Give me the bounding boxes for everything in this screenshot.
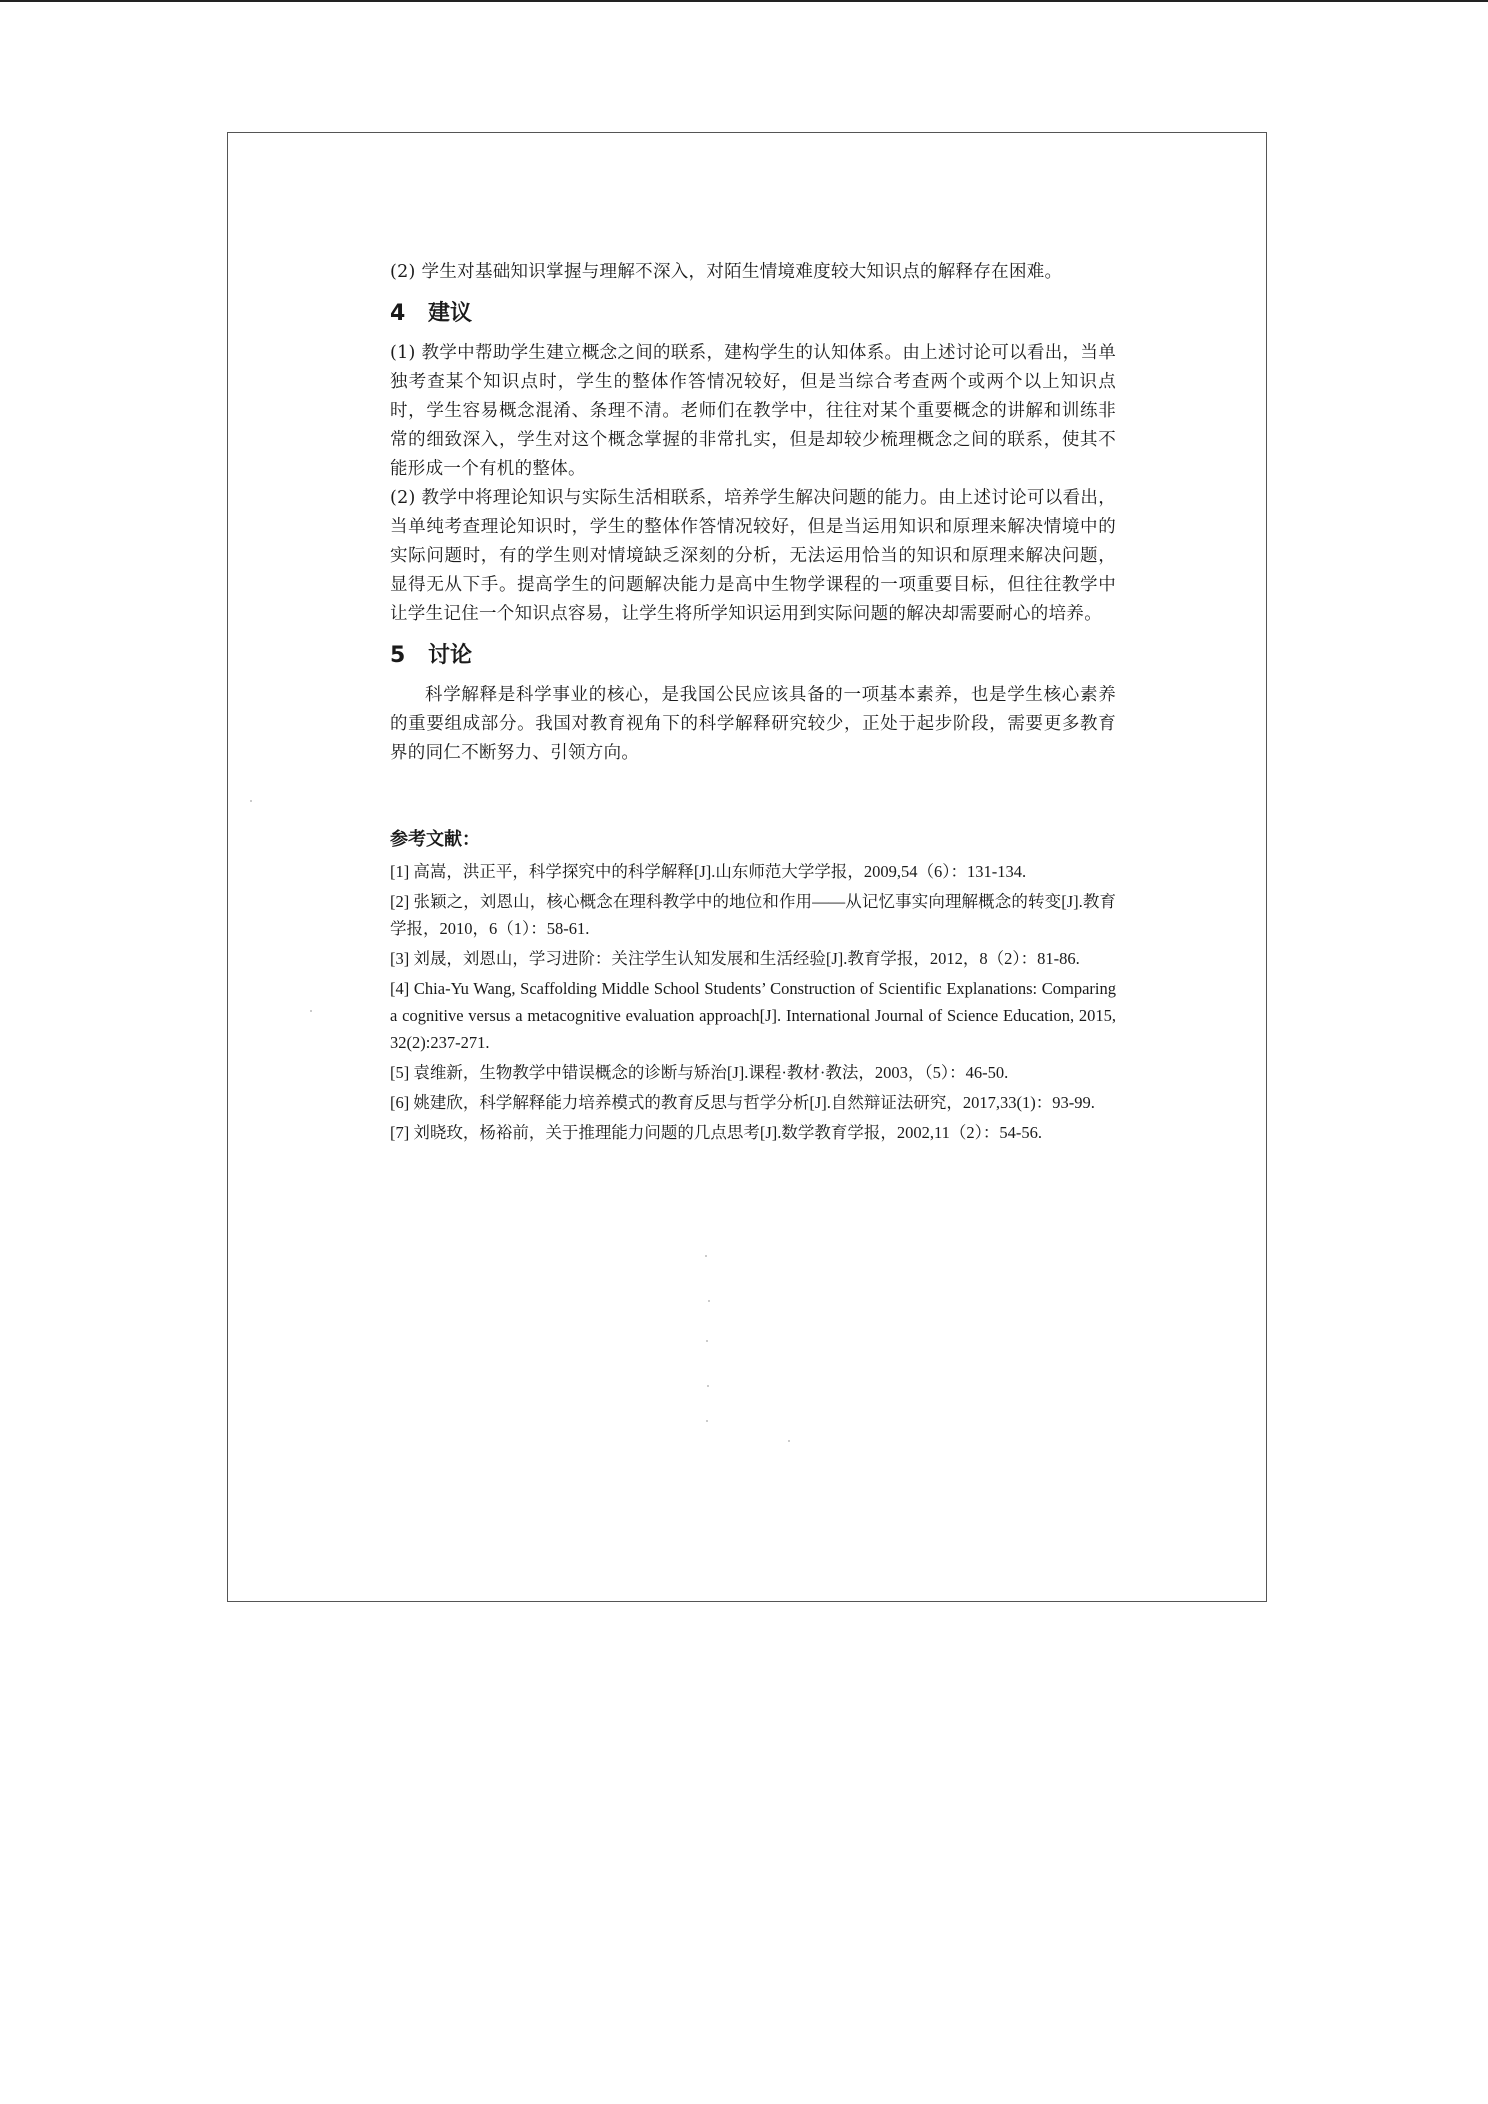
section5-number: 5 (390, 643, 406, 668)
section4-paragraph-2: (2) 教学中将理论知识与实际生活相联系，培养学生解决问题的能力。由上述讨论可以看出，当单纯考查理论知识时，学生的整体作答情况较好，但是当运用知识和原理来解决情境中的实际问题时，有的学生则对情境缺乏深刻的分析，无法运用恰当的知识和原理来解决问题，显得无从下手。提高学生的问题解决能力是高中生物学课程的一项重要目标，但往往教学中让学生记住一个知识点容易，让学生将所学知识运用到实际问题的解决却需要耐心的培养。 (390, 488, 1116, 624)
reference-item-1: [1] 高嵩，洪正平，科学探究中的科学解释[J].山东师范大学学报，2009,54（6）：131-134. (390, 862, 1027, 881)
section5-heading (390, 641, 1116, 671)
section4-title: 建议 (428, 301, 473, 326)
scan-speck (250, 800, 252, 802)
section3-tail-paragraph: (2) 学生对基础知识掌握与理解不深入，对陌生情境难度较大知识点的解释存在困难。 (390, 262, 1063, 282)
top-edge-rule (0, 0, 1488, 2)
scan-speck (705, 1255, 707, 1257)
scan-speck (788, 1440, 790, 1442)
section4-paragraph-1: (1) 教学中帮助学生建立概念之间的联系，建构学生的认知体系。由上述讨论可以看出，当单独考查某个知识点时，学生的整体作答情况较好，但是当综合考查两个或两个以上知识点时，学生容易概念混淆、条理不清。老师们在教学中，往往对某个重要概念的讲解和训练非常的细致深入，学生对这个概念掌握的非常扎实，但是却较少梳理概念之间的联系，使其不能形成一个有机的整体。 (390, 343, 1116, 479)
scan-speck (706, 1340, 708, 1342)
section5-title: 讨论 (428, 643, 473, 668)
scan-speck (706, 1420, 708, 1422)
page-content (390, 258, 1116, 1146)
scan-speck (310, 1010, 312, 1012)
reference-item-6: [6] 姚建欣，科学解释能力培养模式的教育反思与哲学分析[J].自然辩证法研究，2017,33(1)：93-99. (390, 1093, 1095, 1112)
reference-item-3: [3] 刘晟，刘恩山，学习进阶：关注学生认知发展和生活经验[J].教育学报，2012，8（2）：81-86. (390, 949, 1080, 968)
section4-heading (390, 299, 1116, 329)
reference-item-2: [2] 张颖之，刘恩山，核心概念在理科教学中的地位和作用——从记忆事实向理解概念的转变[J].教育学报，2010，6（1）：58-61. (390, 892, 1116, 938)
reference-item-4: [4] Chia-Yu Wang, Scaffolding Middle School Students’ Construction of Scientific Explanations: Comparing a cognitive versus a metacognitive evaluation approach[J]. International Journal of Science Education, 2015, 32(2):237-271. (390, 979, 1116, 1052)
reference-item-7: [7] 刘晓玫，杨裕前，关于推理能力问题的几点思考[J].数学教育学报，2002,11（2）：54-56. (390, 1123, 1043, 1142)
reference-item-5: [5] 袁维新，生物教学中错误概念的诊断与矫治[J].课程·教材·教法，2003，（5）：46-50. (390, 1063, 1009, 1082)
references-title: 参考文献： (390, 829, 480, 850)
scan-speck (707, 1385, 709, 1387)
section4-number: 4 (390, 301, 406, 326)
scan-speck (708, 1300, 710, 1302)
section5-paragraph: 科学解释是科学事业的核心，是我国公民应该具备的一项基本素养，也是学生核心素养的重要组成部分。我国对教育视角下的科学解释研究较少，正处于起步阶段，需要更多教育界的同仁不断努力、引领方向。 (390, 685, 1116, 763)
